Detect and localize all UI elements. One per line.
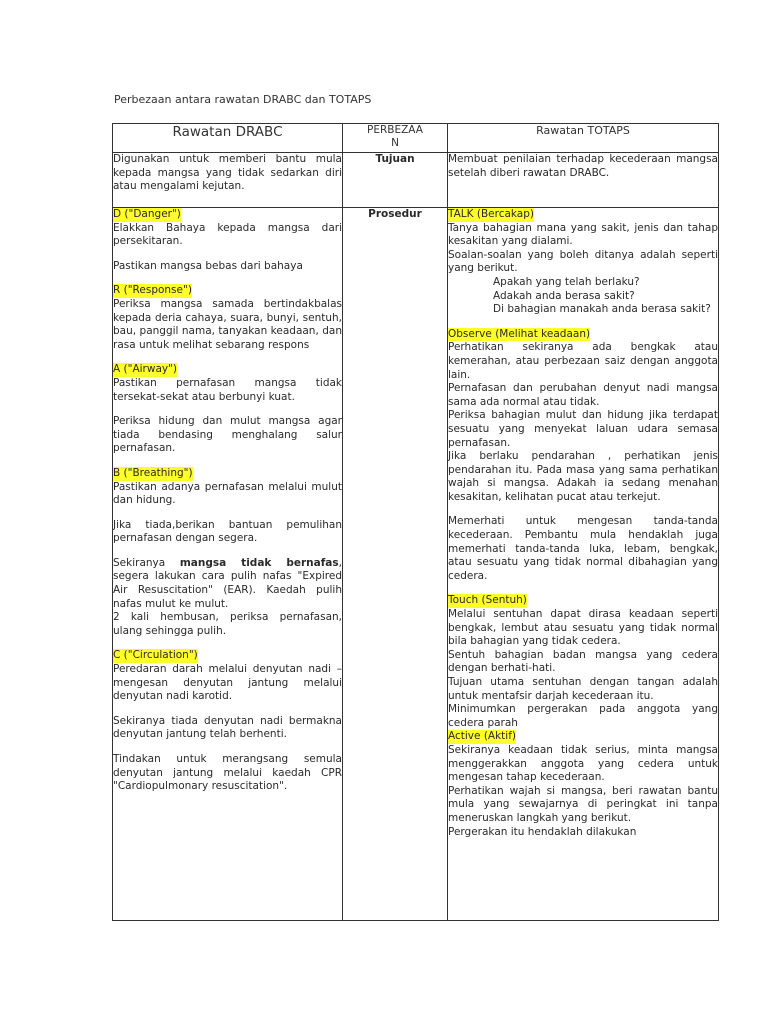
totaps-touch-p4: Minimumkan pergerakan pada anggota yang cedera parah bbox=[448, 703, 718, 729]
tujuan-totaps-cell bbox=[448, 153, 719, 208]
drabc-c-p2: Sekiranya tiada denyutan nadi bermakna denyutan jantung telah berhenti. bbox=[113, 714, 342, 741]
header-totaps: Rawatan TOTAPS bbox=[448, 124, 719, 153]
document-title: Perbezaan antara rawatan DRABC dan TOTAPS bbox=[114, 93, 372, 106]
drabc-d-p1: Elakkan Bahaya kepada mangsa dari persekitaran. bbox=[113, 221, 342, 248]
drabc-b-p3-post: , segera lakukan cara pulih nafas "Expired Air Resuscitation" (EAR). Kaedah pulih nafas mulut ke mulut. bbox=[113, 556, 342, 610]
totaps-talk-q3: Di bahagian manakah anda berasa sakit? bbox=[493, 303, 711, 316]
totaps-active-title: Active (Aktif) bbox=[448, 730, 517, 743]
totaps-observe-p1: Perhatikan sekiranya ada bengkak atau kemerahan, atau perbezaan saiz dengan anggota lain. bbox=[448, 341, 718, 381]
totaps-observe-p2: Pernafasan dan perubahan denyut nadi mangsa sama ada normal atau tidak. bbox=[448, 382, 718, 408]
totaps-touch-p1: Melalui sentuhan dapat dirasa keadaan seperti bengkak, lembut atau sesuatu yang tidak normal bila bahagian yang tidak cedera. bbox=[448, 608, 718, 648]
tujuan-drabc-cell bbox=[113, 153, 343, 208]
tujuan-drabc-text: Digunakan untuk memberi bantu mula kepada mangsa yang tidak sedarkan diri atau mengalami kejutan. bbox=[113, 153, 342, 193]
totaps-talk-q1: Apakah yang telah berlaku? bbox=[493, 275, 640, 288]
totaps-touch-p2: Sentuh bahagian badan mangsa yang cedera dengan berhati-hati. bbox=[448, 648, 718, 675]
drabc-c-p1: Peredaran darah melalui denyutan nadi – mengesan denyutan jantung melalui denyutan nadi karotid. bbox=[113, 663, 342, 703]
drabc-b-p3 bbox=[113, 557, 342, 611]
totaps-observe-title: Observe (Melihat keadaan) bbox=[448, 327, 591, 340]
drabc-b-p3-bold: mangsa tidak bernafas bbox=[179, 556, 339, 569]
row-prosedur bbox=[113, 208, 719, 921]
totaps-touch-p3: Tujuan utama sentuhan dengan tangan adalah untuk mentafsir darjah kecederaan itu. bbox=[448, 676, 718, 702]
drabc-c-p3: Tindakan untuk merangsang semula denyutan jantung melalui kaedah CPR "Cardiopulmonary resuscitation". bbox=[113, 753, 342, 793]
tujuan-totaps-text: Membuat penilaian terhadap kecederaan mangsa setelah diberi rawatan DRABC. bbox=[448, 153, 718, 179]
header-perbezaan bbox=[343, 124, 448, 153]
drabc-d-p2: Pastikan mangsa bebas dari bahaya bbox=[113, 259, 303, 272]
drabc-d-title: D ("Danger") bbox=[113, 208, 181, 220]
drabc-b-p1: Pastikan adanya pernafasan melalui mulut dan hidung. bbox=[113, 480, 342, 507]
totaps-active-p3: Pergerakan itu hendaklah dilakukan bbox=[448, 825, 637, 838]
totaps-observe-p5: Memerhati untuk mengesan tanda-tanda kecederaan. Pembantu mula hendaklah juga memerhati tanda-tanda luka, lebam, bengkak, atau sesuatu yang tidak normal dibahagian yang cedera. bbox=[448, 515, 718, 582]
drabc-b-p2: Jika tiada,berikan bantuan pemulihan pernafasan dengan segera. bbox=[113, 518, 342, 545]
totaps-talk-p2: Soalan-soalan yang boleh ditanya adalah seperti yang berikut. bbox=[448, 248, 718, 275]
drabc-a-title: A ("Airway") bbox=[113, 363, 178, 376]
header-perbezaan-text: PERBEZAAN bbox=[367, 124, 423, 149]
drabc-r-title: R ("Response") bbox=[113, 284, 192, 297]
prosedur-totaps-cell bbox=[448, 208, 719, 921]
tujuan-label: Tujuan bbox=[343, 153, 448, 208]
prosedur-drabc-cell bbox=[113, 208, 343, 921]
totaps-observe-p3: Periksa bahagian mulut dan hidung jika terdapat sesuatu yang menyekat laluan udara semasa pernafasan. bbox=[448, 409, 718, 449]
prosedur-label: Prosedur bbox=[343, 208, 448, 921]
drabc-a-p2: Periksa hidung dan mulut mangsa agar tiada bendasing menghalang salur pernafasan. bbox=[113, 415, 342, 455]
comparison-table bbox=[112, 123, 719, 921]
totaps-active-p2: Perhatikan wajah si mangsa, beri rawatan bantu mula yang sewajarnya di peringkat ini tanpa meneruskan langkah yang berikut. bbox=[448, 784, 718, 824]
totaps-active-p1: Sekiranya keadaan tidak serius, minta mangsa menggerakkan anggota yang cedera untuk mengesan tahap kecederaan. bbox=[448, 743, 718, 784]
drabc-a-p1: Pastikan pernafasan mangsa tidak tersekat-sekat atau berbunyi kuat. bbox=[113, 376, 342, 403]
drabc-c-title: C ("Circulation") bbox=[113, 649, 198, 662]
totaps-observe-p4: Jika berlaku pendarahan , perhatikan jenis pendarahan itu. Pada masa yang sama perhatikan wajah si mangsa. Adakah ia sedang menahan kesakitan, kelihatan pucat atau terkejut. bbox=[448, 450, 718, 503]
totaps-talk-q2: Adakah anda berasa sakit? bbox=[493, 289, 635, 302]
totaps-touch-title: Touch (Sentuh) bbox=[448, 594, 527, 607]
drabc-b-p4: 2 kali hembusan, periksa pernafasan, ulang sehingga pulih. bbox=[113, 611, 342, 637]
drabc-b-title: B ("Breathing") bbox=[113, 466, 193, 479]
drabc-r-p1: Periksa mangsa samada bertindakbalas kepada deria cahaya, suara, bunyi, sentuh, bau, panggil nama, tanyakan keadaan, dan rasa untuk melihat sebarang respons bbox=[113, 297, 342, 351]
header-row bbox=[113, 124, 719, 153]
row-tujuan bbox=[113, 153, 719, 208]
totaps-talk-title: TALK (Bercakap) bbox=[448, 208, 534, 220]
totaps-talk-p1: Tanya bahagian mana yang sakit, jenis dan tahap kesakitan yang dialami. bbox=[448, 221, 718, 248]
drabc-b-p3-pre: Sekiranya bbox=[113, 556, 180, 569]
header-drabc: Rawatan DRABC bbox=[113, 124, 343, 153]
